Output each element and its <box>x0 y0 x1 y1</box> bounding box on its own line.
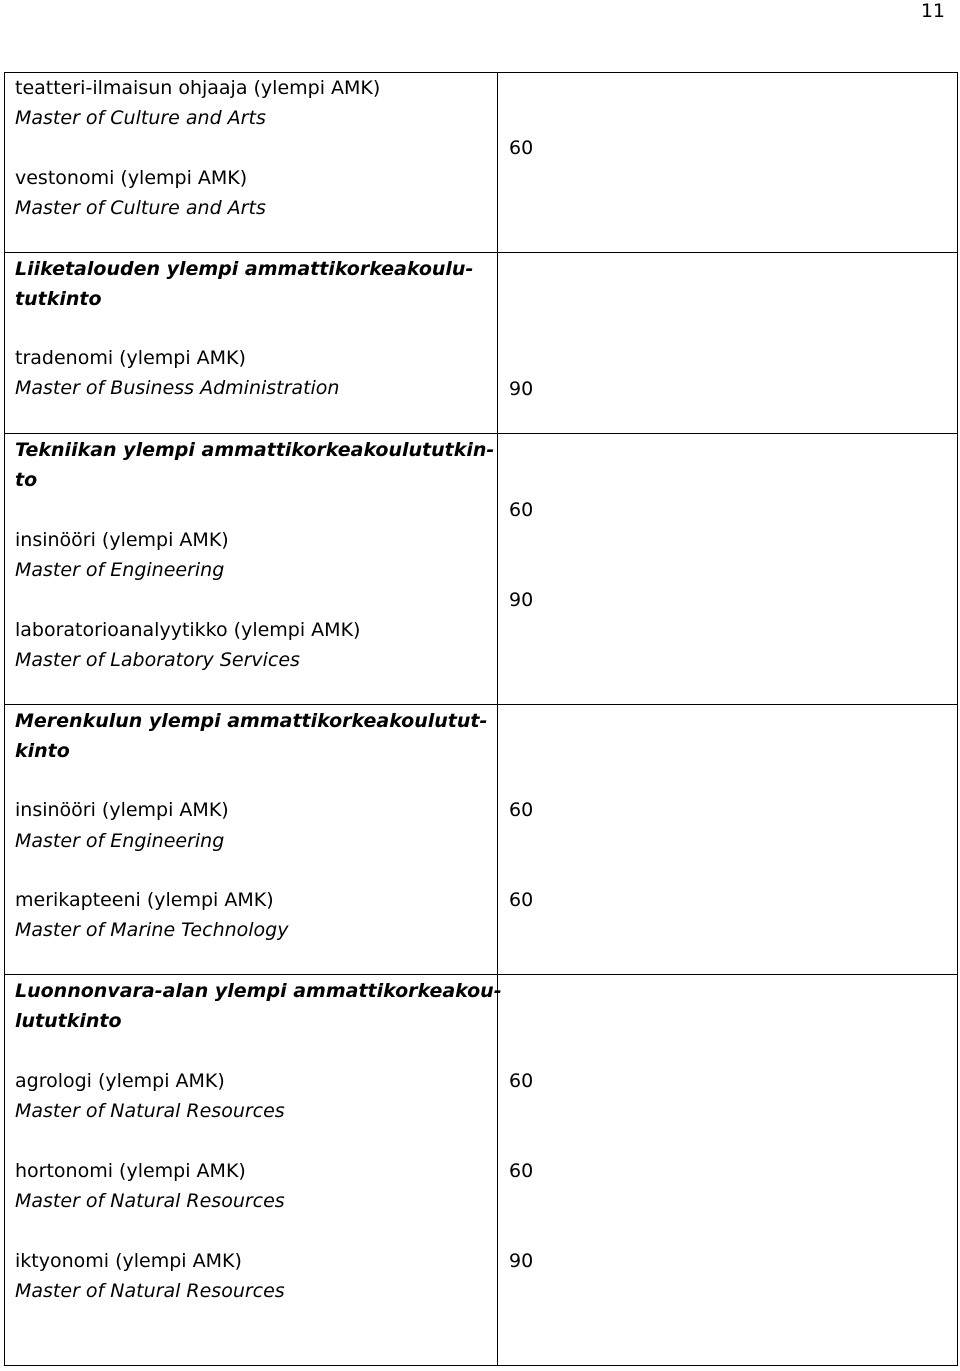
row-divider <box>4 974 958 975</box>
degree-english-title: Master of Engineering <box>15 830 225 852</box>
credit-value: 60 <box>509 799 534 821</box>
section-heading: Luonnonvara-alan ylempi ammattikorkeakou- <box>15 980 502 1002</box>
section-heading: tutkinto <box>15 288 102 310</box>
section-heading: Tekniikan ylempi ammattikorkeakoulututkin- <box>15 439 495 461</box>
credit-value: 60 <box>509 889 534 911</box>
degree-title: hortonomi (ylempi AMK) <box>15 1160 246 1182</box>
credit-value: 60 <box>509 499 534 521</box>
degree-title: merikapteeni (ylempi AMK) <box>15 889 274 911</box>
credit-value: 90 <box>509 378 534 400</box>
degree-title: insinööri (ylempi AMK) <box>15 529 229 551</box>
degree-title: agrologi (ylempi AMK) <box>15 1070 225 1092</box>
degree-title: teatteri-ilmaisun ohjaaja (ylempi AMK) <box>15 77 381 99</box>
credit-value: 60 <box>509 1160 534 1182</box>
degree-english-title: Master of Marine Technology <box>15 919 289 941</box>
credit-value: 60 <box>509 1070 534 1092</box>
row-divider <box>4 433 958 434</box>
degree-title: vestonomi (ylempi AMK) <box>15 167 248 189</box>
section-heading: Merenkulun ylempi ammattikorkeakoulutut- <box>15 710 488 732</box>
page-number: 11 <box>920 0 945 22</box>
degree-english-title: Master of Engineering <box>15 559 225 581</box>
credit-value: 90 <box>509 1250 534 1272</box>
section-heading: kinto <box>15 740 70 762</box>
degree-title: iktyonomi (ylempi AMK) <box>15 1250 242 1272</box>
degree-english-title: Master of Natural Resources <box>15 1280 285 1302</box>
degree-title: tradenomi (ylempi AMK) <box>15 347 246 369</box>
row-divider <box>4 704 958 705</box>
degree-english-title: Master of Natural Resources <box>15 1190 285 1212</box>
degree-english-title: Master of Natural Resources <box>15 1100 285 1122</box>
degree-english-title: Master of Laboratory Services <box>15 649 300 671</box>
column-divider <box>497 72 498 1366</box>
credit-value: 60 <box>509 137 534 159</box>
degree-english-title: Master of Culture and Arts <box>15 197 266 219</box>
row-divider <box>4 252 958 253</box>
degree-english-title: Master of Business Administration <box>15 377 340 399</box>
section-heading: Liiketalouden ylempi ammattikorkeakoulu- <box>15 258 474 280</box>
degree-english-title: Master of Culture and Arts <box>15 107 266 129</box>
degree-title: insinööri (ylempi AMK) <box>15 799 229 821</box>
section-heading: to <box>15 469 38 491</box>
section-heading: lututkinto <box>15 1010 122 1032</box>
credit-value: 90 <box>509 589 534 611</box>
degree-title: laboratorioanalyytikko (ylempi AMK) <box>15 619 361 641</box>
